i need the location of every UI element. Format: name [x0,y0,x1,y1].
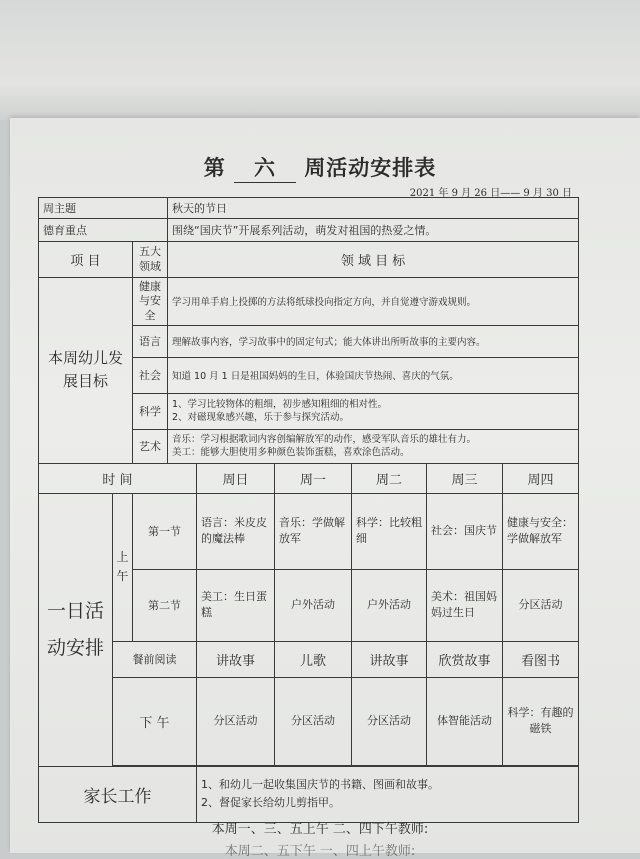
parent-work-label: 家长工作 [39,766,197,822]
header-domain-goal: 领 域 目 标 [168,242,579,278]
domain-name: 健康与安全 [133,278,168,326]
domain-goal-line: 美工：能够大胆使用多种颜色装饰蛋糕，喜欢涂色活动。 [172,447,410,459]
domain-name: 社会 [133,357,168,393]
activity-cell: 音乐：学做解放军 [275,493,352,569]
activity-cell: 分区活动 [503,569,579,641]
domain-goal-line: 1、学习比较物体的粗细，初步感知粗细的相对性。 [172,398,388,410]
morning-label: 上午 [113,493,133,641]
activity-cell: 分区活动 [352,677,427,765]
activity-cell: 看图书 [503,641,579,677]
domain-goal: 学习用单手肩上投掷的方法将纸球投向指定方向，并自觉遵守游戏规则。 [168,278,579,326]
activity-cell: 科学：有趣的磁铁 [503,677,579,765]
activity-cell: 分区活动 [197,677,275,765]
activity-cell: 科学：比较粗细 [352,493,427,569]
day-header: 周四 [503,463,579,493]
parent-work-item: 2、督促家长给幼儿剪指甲。 [201,796,340,810]
theme-label: 周主题 [39,198,168,219]
domain-goal-line: 音乐：学习根据歌词内容创编解放军的动作，感受军队音乐的雄壮有力。 [172,433,477,445]
activity-cell: 欣赏故事 [427,641,503,677]
parent-work-item: 1、和幼儿一起收集国庆节的书籍、图画和故事。 [201,777,439,791]
background-sheet [0,0,640,120]
day-header-row [39,463,579,493]
footer-line-1: 本周一、三、五上午 二、四下午教师: [211,822,429,837]
domain-name: 语言 [133,325,168,357]
activity-cell: 体智能活动 [427,677,503,765]
period-row [39,493,579,569]
domain-name: 科学 [133,393,168,429]
activity-cell: 讲故事 [197,641,275,677]
domain-goal: 知道 10 月 1 日是祖国妈妈的生日，体验国庆节热闹、喜庆的气氛。 [168,357,579,393]
activity-cell: 健康与安全：学做解放军 [503,493,579,569]
domain-goal [168,429,579,463]
activity-cell: 分区活动 [275,677,352,765]
activity-cell: 户外活动 [352,569,427,641]
domain-goal: 理解故事内容，学习故事中的固定句式；能大体讲出所听故事的主要内容。 [168,325,579,357]
period2-label: 第二节 [133,569,197,641]
schedule-table [38,197,579,823]
day-header: 周二 [352,463,427,493]
daily-activity-label: 一日活动安排 [39,493,113,766]
parent-work-row [39,766,579,822]
week-number: 六 [234,152,296,183]
afternoon-label: 下 午 [113,677,197,765]
title-suffix: 周活动安排表 [304,155,437,180]
development-goal-label: 本周幼儿发展目标 [39,278,133,464]
moral-value: 围绕“国庆节”开展系列活动，萌发对祖国的热爱之情。 [168,219,579,242]
reading-label: 餐前阅读 [113,641,197,677]
activity-cell: 社会：国庆节 [427,493,503,569]
activity-cell: 美工：生日蛋糕 [197,569,275,641]
domain-row [39,278,579,326]
reading-row [39,641,579,677]
activity-cell: 户外活动 [275,569,352,641]
header-item: 项 目 [39,242,133,278]
theme-value: 秋天的节日 [168,198,579,219]
activity-cell: 儿歌 [275,641,352,677]
afternoon-row [39,677,579,765]
moral-row [39,219,579,242]
theme-row [39,198,579,219]
domain-name: 艺术 [133,429,168,463]
date-range: 2021 年 9 月 26 日—— 9 月 30 日 [409,188,572,199]
activity-cell: 美术：祖国妈妈过生日 [427,569,503,641]
title-prefix: 第 [203,155,226,180]
day-header: 周三 [427,463,503,493]
goal-header-row [39,242,579,278]
header-five-domains: 五大 领域 [133,242,168,278]
page-title [0,152,640,183]
time-label: 时 间 [39,463,197,493]
day-header: 周日 [197,463,275,493]
activity-cell: 讲故事 [352,641,427,677]
day-header: 周一 [275,463,352,493]
moral-label: 德育重点 [39,219,168,242]
parent-work-content [197,766,579,822]
domain-goal [168,393,579,429]
footer-line-2: 本周二、五下午 一、四上午教师: [224,844,416,859]
period1-label: 第一节 [133,493,197,569]
activity-cell: 语言：米皮皮的魔法棒 [197,493,275,569]
domain-goal-line: 2、对磁现象感兴趣，乐于参与探究活动。 [172,412,350,424]
